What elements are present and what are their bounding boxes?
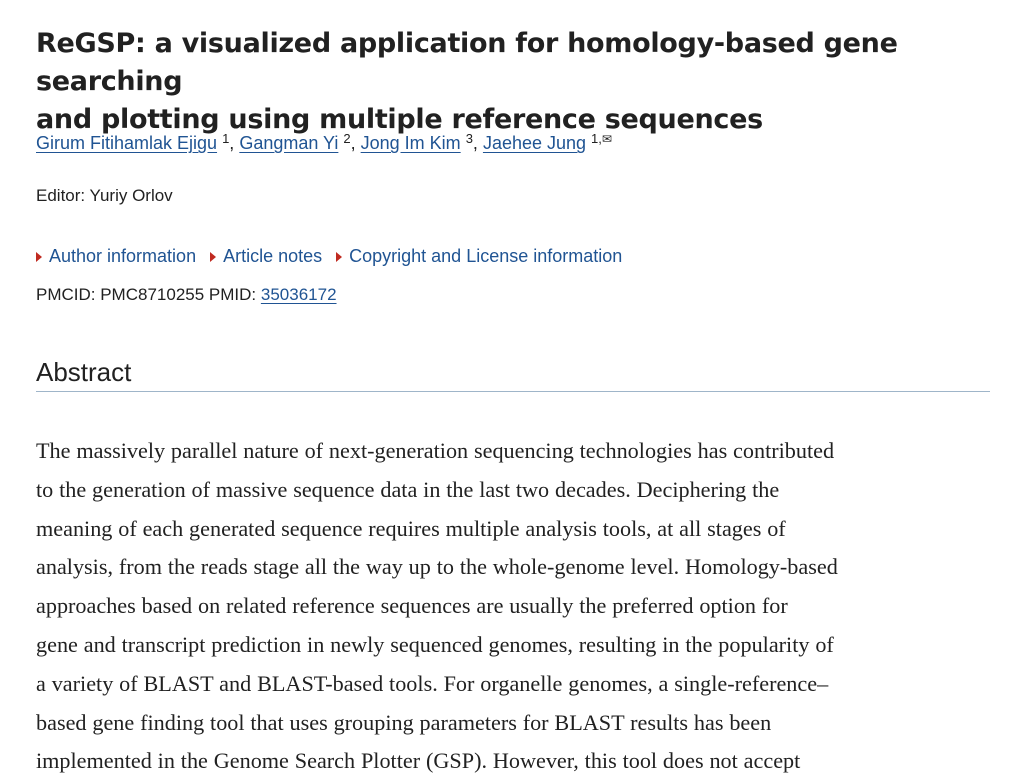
toggle-label: Copyright and License information bbox=[349, 246, 623, 266]
abstract-line: meaning of each generated sequence requires multiple analysis tools, at all stages of bbox=[36, 515, 786, 541]
author-list bbox=[36, 125, 612, 157]
abstract-line: The massively parallel nature of next-generation sequencing technologies has contributed bbox=[36, 438, 835, 463]
author-information-toggle[interactable] bbox=[36, 242, 196, 270]
author-link[interactable]: Jaehee Jung bbox=[482, 133, 587, 153]
abstract-heading: Abstract bbox=[36, 357, 132, 387]
author-link[interactable]: Jong Im Kim bbox=[360, 133, 461, 153]
author-affiliation: 1, bbox=[591, 131, 602, 146]
article-notes-toggle[interactable] bbox=[210, 242, 322, 270]
article-title-line-2: and plotting using multiple reference sequences bbox=[36, 104, 763, 135]
editor-line: Editor: Yuriy Orlov bbox=[36, 186, 173, 205]
section-divider bbox=[36, 391, 990, 392]
abstract-line: approaches based on related reference sequences are usually the preferred option for bbox=[36, 593, 788, 619]
triangle-right-icon bbox=[210, 252, 216, 262]
pmid-link[interactable]: 35036172 bbox=[260, 285, 337, 304]
author-link[interactable]: Gangman Yi bbox=[239, 133, 339, 153]
abstract-line: to the generation of massive sequence data in the last two decades. Deciphering the bbox=[36, 476, 780, 502]
author-link[interactable]: Girum Fitihamlak Ejigu bbox=[36, 133, 218, 153]
triangle-right-icon bbox=[36, 252, 42, 262]
copyright-license-toggle[interactable] bbox=[336, 242, 622, 270]
author-affiliation: 1 bbox=[222, 131, 230, 146]
article-info-toggles bbox=[36, 242, 622, 270]
author-affiliation: 3 bbox=[465, 131, 473, 146]
article-title bbox=[36, 25, 990, 139]
abstract-line: based gene finding tool that uses grouping parameters for BLAST results has been bbox=[36, 709, 772, 735]
pmid-label: PMID: bbox=[208, 285, 257, 304]
triangle-right-icon bbox=[336, 252, 342, 262]
article-title-line-1: ReGSP: a visualized application for homology-based gene searching bbox=[36, 28, 898, 97]
author-separator: , bbox=[229, 133, 240, 153]
abstract-line: analysis, from the reads stage all the way up to the whole-genome level. Homology-based bbox=[36, 554, 838, 580]
author-separator: , bbox=[472, 133, 483, 153]
abstract-body bbox=[36, 432, 996, 779]
abstract-line: implemented in the Genome Search Plotter (GSP). However, this tool does not accept bbox=[36, 748, 801, 774]
author-affiliation: 2 bbox=[343, 131, 351, 146]
abstract-line: a variety of BLAST and BLAST-based tools. For organelle genomes, a single-reference– bbox=[36, 670, 829, 696]
abstract-line: gene and transcript prediction in newly sequenced genomes, resulting in the popularity of bbox=[36, 631, 834, 657]
pmcid: PMCID: PMC8710255 bbox=[36, 285, 205, 304]
article-identifiers bbox=[36, 282, 337, 308]
author-separator: , bbox=[350, 133, 361, 153]
toggle-label: Article notes bbox=[223, 246, 323, 266]
toggle-label: Author information bbox=[49, 246, 197, 266]
mail-icon[interactable]: ✉ bbox=[601, 132, 612, 146]
